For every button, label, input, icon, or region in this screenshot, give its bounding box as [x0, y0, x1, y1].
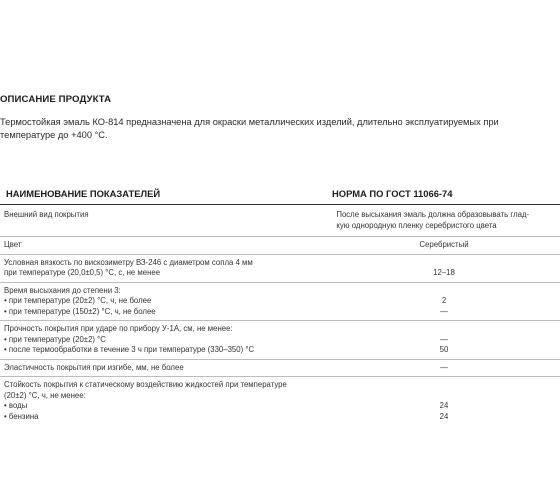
norm-value	[316, 210, 560, 231]
norm-value-line: —	[440, 306, 448, 316]
table-header	[0, 183, 560, 205]
norm-value-line: —	[440, 334, 448, 344]
norm-value-line: 50	[439, 345, 449, 354]
indicator-name-line: Эластичность покрытия при изгибе, мм, не более	[4, 362, 184, 372]
norm-value-line: 2	[441, 296, 447, 305]
norm-value	[328, 324, 560, 356]
norm-value-line: 24	[439, 411, 449, 421]
norm-value	[328, 363, 560, 374]
table-row	[0, 283, 560, 322]
norm-value-line: 12–18	[433, 268, 455, 277]
indicator-name-line: • при температуре (20±2) °С, ч, не более	[4, 296, 152, 305]
properties-table	[0, 183, 560, 425]
norm-value-line	[328, 286, 560, 297]
indicator-name-line: Стойкость покрытия к статическому воздействию жидкостей при температуре	[4, 380, 287, 389]
header-norm: НОРМА ПО ГОСТ 11066-74	[332, 188, 453, 199]
indicator-name-line: Внешний вид покрытия	[4, 210, 89, 219]
indicator-name-line: • воды	[4, 401, 28, 410]
table-row	[0, 360, 560, 378]
indicator-name	[0, 363, 328, 374]
indicator-name-line: • бензина	[4, 411, 39, 421]
table-body	[0, 205, 560, 425]
indicator-name-line: Время высыхания до степени 3:	[4, 285, 121, 295]
indicator-name-line: Условная вязкость по вискозиметру ВЗ-246 с диаметром сопла 4 мм	[4, 257, 253, 267]
indicator-name-line: Прочность покрытия при ударе по прибору У-1А, см, не менее:	[4, 324, 233, 333]
norm-value-line	[328, 380, 560, 391]
norm-value-line	[328, 324, 560, 335]
indicator-name-line: (20±2) °С, ч, не менее:	[4, 390, 86, 400]
table-row	[0, 321, 560, 360]
norm-value-line: 24	[439, 401, 449, 410]
norm-value-line: кую однородную пленку серебристого цвета	[336, 220, 497, 230]
indicator-name-line: • при температуре (150±2) °С, ч, не более	[4, 306, 156, 316]
header-name: НАИМЕНОВАНИЕ ПОКАЗАТЕЛЕЙ	[6, 188, 161, 199]
norm-value	[328, 380, 560, 422]
norm-value-line	[328, 258, 560, 269]
indicator-name	[0, 380, 328, 422]
indicator-name	[0, 286, 328, 318]
norm-value-line: После высыхания эмаль должна образовывать глад-	[336, 210, 530, 219]
description-text: Термостойкая эмаль КО-814 предназначена для окраски металлических изделий, длительно эксплуатируемых при температуре до +400 °С.	[0, 117, 499, 140]
norm-value	[328, 286, 560, 318]
norm-value-line: Серебристый	[419, 240, 469, 249]
indicator-name-line: при температуре (20,0±0,5) °С, с, не менее	[4, 268, 161, 277]
indicator-name	[0, 240, 328, 251]
indicator-name	[0, 258, 328, 279]
table-row	[0, 237, 560, 255]
norm-value-line	[328, 391, 560, 402]
table-row	[0, 255, 560, 283]
norm-value	[328, 240, 560, 251]
indicator-name-line: • после термообработки в течение 3 ч при температуре (330–350) °С	[4, 345, 255, 354]
indicator-name	[0, 210, 316, 231]
table-row	[0, 205, 560, 237]
table-row	[0, 377, 560, 425]
norm-value	[328, 258, 560, 279]
description-heading: ОПИСАНИЕ ПРОДУКТА	[0, 94, 112, 105]
norm-value-line: —	[440, 362, 448, 372]
indicator-name-line: Цвет	[4, 240, 22, 249]
indicator-name-line: • при температуре (20±2) °С	[4, 334, 106, 344]
indicator-name	[0, 324, 328, 356]
